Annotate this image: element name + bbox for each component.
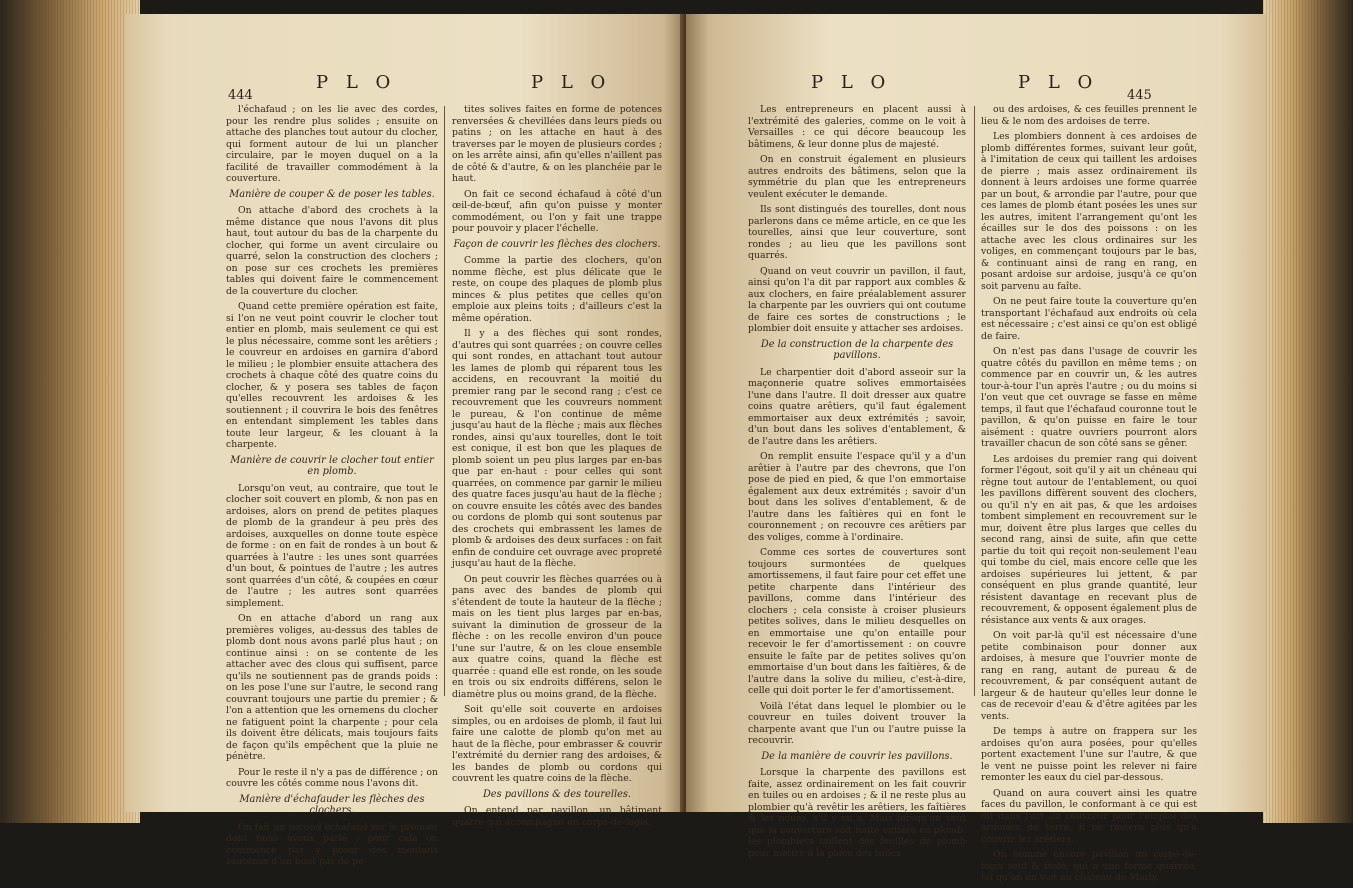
paragraph: Les plombiers donnent à ces ardoises de plomb différentes formes, suivant leur goût, à l'imitation de ceux qui taillent les ardoises de pierre ; mais assez ordinairement ils donnent à leurs ardoises une forme quarrée par un bout, & arrondie par l'autre, pour que ces lames de plomb étant posées les unes sur les autres, imitent l'arrangement qu'ont les écailles sur le dos des poissons : on les attache avec les clous ordinaires sur les voliges, en commençant toujours par le bas, & continuant ainsi de rang en rang, en posant ardoise sur ardoise, jusqu'à ce qu'on soit parvenu au faîte.: [981, 131, 1197, 292]
paragraph: Il y a des flèches qui sont rondes, d'autres qui sont quarrées ; on couvre celles qui sont rondes, en attachant tout autour les lames de plomb qui réparent tous les accidens, en recouvrant la moitié du premier rang par le second rang ; c'est ce recouvrement que les couvreurs nomment le pureau, & l'on continue de même jusqu'au haut de la flèche ; mais aux flèches rondes, ainsi qu'aux tourelles, dont le toit est conique, il est bon que les plaques de plomb soient un peu plus larges par en-bas que par en-haut : pour celles qui sont quarrées, on commence par garnir le milieu des quatre faces jusqu'au haut de la flèche ; on couvre ensuite les côtés avec des bandes ou cordons de plomb qui sont soutenus par des crochets qui embrassent les lames de plomb & ardoises des deux surfaces : on fait enfin de conduire cet ouvrage avec propreté jusqu'au haut de la flèche.: [452, 328, 662, 569]
left-page: [126, 14, 686, 867]
paragraph: On peut couvrir les flèches quarrées ou à pans avec des bandes de plomb qui s'étendent de toute la hauteur de la flèche ; mais on les tient plus larges par en-bas, suivant la diminution de grosseur de la flèche : on les recolle environ d'un pouce l'une sur l'autre, & on les cloue ensemble aux quatre coins, quand la flèche est quarrée : quand elle est ronde, on les soude en trois ou six endroits différens, selon le diamètre plus ou moins grand, de la flèche.: [452, 573, 662, 700]
paragraph: On ne peut faire toute la couverture qu'en transportant l'échafaud aux endroits où cela est nécessaire ; c'est ainsi ce qu'on est obligé de faire.: [981, 296, 1197, 342]
right-page-column-2: [981, 104, 1197, 888]
paragraph: On fait un second échafaud sur le premier dont nous avons parlé ; pour cela on commence par y poser des moutans soutenus d'un bout par de pe-: [226, 821, 438, 867]
paragraph: De temps à autre on frappera sur les ardoises qu'on aura posées, pour qu'elles portent exactement l'une sur l'autre, & que le vent ne puisse point les relever ni faire remonter les eaux du ciel par-dessous.: [981, 726, 1197, 783]
paragraph: On attache d'abord des crochets à la même distance que nous l'avons dit plus haut, tout autour du bas de la charpente du clocher, qui forme un avent circulaire ou quarré, selon la construction des clochers ; on pose sur ces crochets les premières tables qui doivent faire le commencement de la couverture du clocher.: [226, 205, 438, 297]
column-rule: [974, 106, 975, 696]
paragraph: Quand on aura couvert ainsi les quatre faces du pavillon, le conformant à ce qui est dit dans l'art du couvreur pour l'emploi des ardoises de terre, il ne restera plus qu'à couvrir les arêtiers.: [981, 787, 1197, 845]
running-header-right-2: P L O: [1018, 72, 1099, 93]
running-header-left-2: P L O: [531, 72, 612, 93]
paragraph: On voit par-là qu'il est nécessaire d'une petite combinaison pour donner aux ardoises, à mesure que l'ouvrier monte de rang en rang, autant de pureau & de recouvrement, & par conséquent autant de largeur & de hauteur qu'elles leur donne le cas de recevoir d'eau & d'être agitées par les vents.: [981, 630, 1197, 722]
page-number-left: 444: [228, 88, 253, 103]
paragraph: On remplit ensuite l'espace qu'il y a d'un arêtier à l'autre par des chevrons, que l'on pose de pied en pied, & que l'on emmortaise également aux deux extrémités ; savoir d'un bout dans les solives d'entablement, & de l'autre dans les faîtières qui en font le couronnement ; on recouvre ces arêtiers par des voliges, comme à l'ordinaire.: [748, 451, 966, 543]
paragraph: Lorsqu'on veut, au contraire, que tout le clocher soit couvert en plomb, & non pas en ardoises, alors on prend de petites plaques de plomb de la grandeur à peu près des ardoises, auxquelles on donne toute espèce de forme : on en fait de rondes à un bout & quarrées à l'autre : les unes sont quarrées d'un bout, & pointues de l'autre ; les autres sont quarrées d'un côté, & coupées en cœur de l'autre ; les autres sont quarrées simplement.: [226, 482, 438, 609]
running-header-right-1: P L O: [811, 72, 892, 93]
paragraph: Lorsque la charpente des pavillons est faite, assez ordinairement on les fait couvrir en tuiles ou en ardoises ; & il ne reste plus au plombier qu'à revêtir les arêtiers, les faîtières & les noues, s'il y en a. Mais lorsqu'on veut que la couverture soit toute entière en plomb, les plombiers taillent des feuilles de plomb pour mettre à la place des tuiles: [748, 767, 966, 859]
book-edge-left: [0, 0, 140, 823]
running-header-left-1: P L O: [316, 72, 397, 93]
page-number-right: 445: [1127, 88, 1152, 103]
paragraph: tites solives faites en forme de potences renversées & chevillées dans leurs pieds ou patins ; on les attache en haut à des traverses par le moyen de plusieurs cordes ; on les arrête ainsi, afin qu'elles n'aillent pas de côté & d'autre, & on les planchéie par le haut.: [452, 104, 662, 184]
column-rule: [444, 106, 445, 696]
paragraph: On entend par pavillon, un bâtiment quarré qui accompagne un corps-de-logis.: [452, 805, 662, 828]
right-page-column-1: [748, 104, 966, 863]
section-heading: Manière de couvrir le clocher tout entier en plomb.: [230, 454, 434, 477]
paragraph: ou des ardoises, & ces feuilles prennent le lieu & le nom des ardoises de terre.: [981, 104, 1197, 127]
paragraph: Le charpentier doit d'abord asseoir sur la maçonnerie quatre solives emmortaisées l'une dans l'autre. Il doit dresser aux quatre coins quatre arêtiers, qu'il faut également emmortaiser aux deux extrémités ; savoir, d'un bout dans les solives d'entablement, & de l'autre dans les arêtiers.: [748, 366, 966, 447]
book-edge-right: [1263, 0, 1353, 823]
section-heading: Manière d'échafauder les flèches des clochers.: [239, 793, 425, 816]
paragraph: On n'est pas dans l'usage de couvrir les quatre côtés du pavillon en même tems ; on commence par en couvrir un, & les autres tour-à-tour l'un après l'autre ; ou du moins si l'on veut que cet ouvrage se fasse en même temps, il faut que l'échafaud couronne tout le pavillon, & qu'on puisse en faire le tour aisément : quatre ouvriers pourront alors travailler chacun de son côté sans se gêner.: [981, 346, 1197, 449]
paragraph: Voilà l'état dans lequel le plombier ou le couvreur en tuiles doivent trouver la charpente avant que l'un ou l'autre puisse la recouvrir.: [748, 700, 966, 746]
paragraph: Pour le reste il n'y a pas de différence ; on couvre les côtés comme nous l'avons dit.: [226, 766, 438, 789]
paragraph: Soit qu'elle soit couverte en ardoises simples, ou en ardoises de plomb, il faut lui faire une calotte de plomb qu'on met au haut de la flèche, pour embrasser & couvrir l'extrémité du dernier rang des ardoises, & les bandes de plomb ou cordons qui couvrent les quatre coins de la flèche.: [452, 704, 662, 784]
section-heading: Façon de couvrir les flèches des clochers.: [453, 238, 661, 250]
paragraph: Comme ces sortes de couvertures sont toujours surmontées de quelques amortissemens, il faut faire pour cet effet une petite charpente dans l'intérieur des pavillons, comme dans l'intérieur des clochers ; cela consiste à croiser plusieurs petites solives, dans le milieu desquelles on en emmortaise une qu'on entaille pour recevoir le fer d'amortissement : on couvre ensuite le faîte par de petites solives qu'on emmortaise d'un bout dans les faîtières, & de l'autre dans la solive du milieu, c'est-à-dire, celle qui doit porter le fer d'amortissement.: [748, 547, 966, 696]
paragraph: l'échafaud ; on les lie avec des cordes, pour les rendre plus solides ; ensuite on attache des planches tout autour du clocher, qui forment autour de lui un plancher circulaire, par le moyen duquel on a la facilité de travailler commodément à la couverture.: [226, 104, 438, 184]
paragraph: Comme la partie des clochers, qu'on nomme flèche, est plus délicate que le reste, on coupe des plaques de plomb plus minces & plus petites que celles qu'on emploie aux pleins toits ; d'ailleurs c'est la même opération.: [452, 255, 662, 324]
left-page-column-2: [452, 104, 662, 832]
paragraph: Ils sont distingués des tourelles, dont nous parlerons dans ce même article, en ce que les tourelles, ainsi que leur couverture, sont rondes ; au lieu que les pavillons sont quarrés.: [748, 204, 966, 261]
section-heading: De la construction de la charpente des pavillons.: [760, 338, 954, 361]
right-page: [686, 14, 1266, 883]
paragraph: On en attache d'abord un rang aux premières voliges, au-dessus des tables de plomb dont nous avons parlé plus haut ; on continue ainsi : on se contente de les attacher avec des clous qui suffisent, parce qu'ils ne soutiennent pas de grands poids : on les pose l'une sur l'autre, le second rang couvrant toujours une partie du premier ; & l'on a attention que les ornemens du clocher ne fatiguent point la charpente ; pour cela ils doivent être délicats, mais toujours faits de façon qu'ils empêchent que la pluie ne pénètre.: [226, 613, 438, 762]
paragraph: Les entrepreneurs en placent aussi à l'extrémité des galeries, comme on le voit à Versailles : ce qui décore beaucoup les bâtimens, & leur donne plus de majesté.: [748, 104, 966, 150]
paragraph: On nomme encore pavillon un corps-de-logis seul & isolé, qui a une forme quarrée, tel qu'on en voit au château de Marly.: [981, 849, 1197, 883]
paragraph: Les ardoises du premier rang qui doivent former l'égout, soit qu'il y ait un chéneau qui règne tout autour de l'entablement, ou quoi les pavillons diffèrent souvent des clochers, ou qu'il n'y en ait pas, & que les ardoises tombent simplement en recouvrement sur le mur, doivent être plus larges que celles du second rang, ainsi de suite, afin que cette partie du toit qui reçoit non-seulement l'eau qui tombe du ciel, mais encore celle que les ardoises supérieures lui jettent, & par conséquent en plus grande quantité, leur résistent davantage en recevant plus de recouvrement, & opposent également plus de résistance aux vents & aux orages.: [981, 453, 1197, 626]
section-heading: Des pavillons & des tourelles.: [482, 788, 632, 800]
left-page-column-1: [226, 104, 438, 872]
paragraph: Quand cette première opération est faite, si l'on ne veut point couvrir le clocher tout entier en plomb, mais seulement ce qui est le plus nécessaire, comme sont les arêtiers ; le couvreur en ardoises en garnira d'abord le milieu ; le plombier ensuite attachera des crochets à chaque côté des quatre coins du clocher, & y posera ses tables de façon qu'elles recouvrent les ardoises & les soutiennent ; il couvrira le bois des fenêtres en entendant simplement les tables dans toute leur largeur, & les clouant à la charpente.: [226, 301, 438, 450]
paragraph: On en construit également en plusieurs autres endroits des bâtimens, selon que la symmétrie du plan que les entrepreneurs veulent exécuter le demande.: [748, 154, 966, 200]
paragraph: Quand on veut couvrir un pavillon, il faut, ainsi qu'on l'a dit par rapport aux combles & aux clochers, en faire préalablement assurer la charpente par les ouvriers qui ont coutume de faire ces sortes de constructions ; le plombier doit ensuite y attacher ses ardoises.: [748, 265, 966, 334]
section-heading: De la manière de couvrir les pavillons.: [761, 750, 953, 762]
paragraph: On fait ce second échafaud à côté d'un œil-de-bœuf, afin qu'on puisse y monter commodément, ou l'on y fait une trappe pour pouvoir y placer l'échelle.: [452, 188, 662, 234]
section-heading: Manière de couper & de poser les tables.: [229, 188, 435, 200]
